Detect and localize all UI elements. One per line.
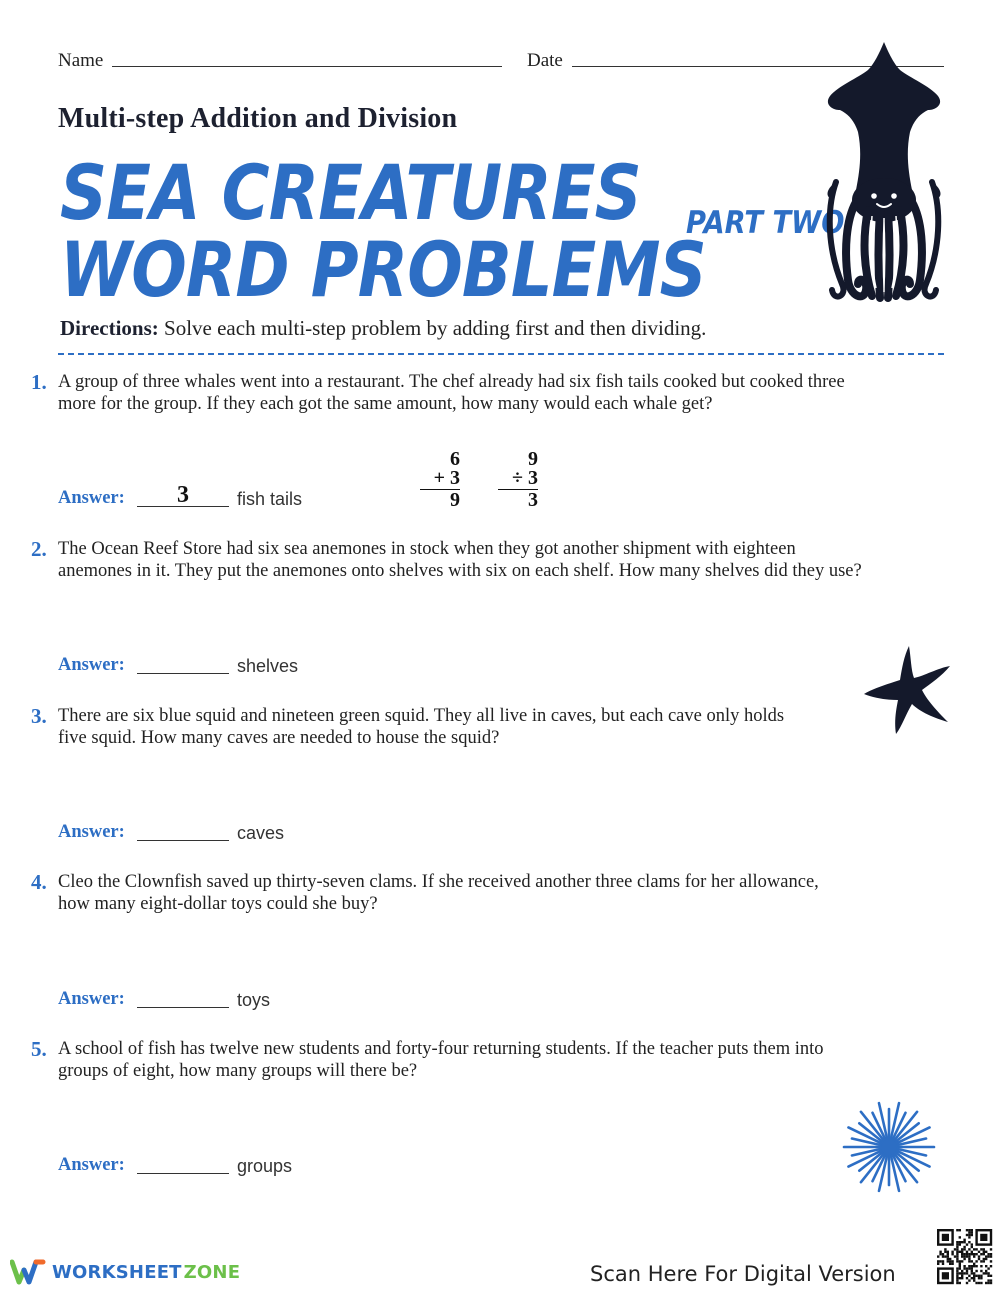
qr-module xyxy=(956,1255,958,1257)
division-top: 9 xyxy=(528,448,538,470)
question-2-unit: shelves xyxy=(237,656,299,676)
qr-module xyxy=(978,1255,980,1257)
worksheetzone-logo[interactable] xyxy=(10,1258,240,1286)
qr-module xyxy=(956,1279,958,1281)
qr-module xyxy=(959,1243,961,1245)
qr-module xyxy=(951,1260,953,1262)
qr-module xyxy=(985,1258,987,1260)
qr-module xyxy=(987,1255,989,1257)
qr-module xyxy=(956,1282,958,1284)
qr-module xyxy=(968,1234,970,1236)
qr-module xyxy=(978,1258,980,1260)
qr-module xyxy=(978,1275,980,1277)
qr-module xyxy=(966,1277,968,1279)
qr-module xyxy=(949,1258,951,1260)
worksheet-title-line1: SEA CREATURES xyxy=(60,148,641,237)
qr-module xyxy=(973,1248,975,1250)
section-divider xyxy=(58,353,944,355)
qr-module xyxy=(966,1272,968,1274)
qr-module xyxy=(990,1282,992,1284)
qr-module xyxy=(961,1241,963,1243)
qr-module xyxy=(968,1248,970,1250)
brand-worksheet: WORKSHEET xyxy=(52,1261,182,1283)
qr-module xyxy=(973,1255,975,1257)
qr-module xyxy=(980,1277,982,1279)
qr-module xyxy=(971,1267,973,1269)
qr-module xyxy=(968,1231,970,1233)
name-label: Name xyxy=(58,50,104,71)
qr-module xyxy=(942,1253,944,1255)
question-1-unit: fish tails xyxy=(237,489,303,509)
division-result: 3 xyxy=(528,489,538,511)
qr-module xyxy=(971,1234,973,1236)
question-1-answer-label: Answer: xyxy=(58,488,125,508)
qr-module xyxy=(980,1275,982,1277)
qr-module xyxy=(954,1248,956,1250)
worksheet-subtitle: Multi-step Addition and Division xyxy=(58,103,458,134)
qr-module xyxy=(951,1263,953,1265)
addition-operator: + 3 xyxy=(433,467,460,489)
qr-module xyxy=(990,1260,992,1262)
directions-text: Solve each multi-step problem by adding first and then dividing. xyxy=(164,316,707,340)
qr-module xyxy=(951,1253,953,1255)
qr-module xyxy=(973,1272,975,1274)
part-label: PART TWO xyxy=(686,205,845,241)
qr-code[interactable] xyxy=(934,1226,994,1286)
qr-module xyxy=(939,1251,941,1253)
qr-module xyxy=(983,1260,985,1262)
question-5-line1: A school of fish has twelve new students and forty-four returning students. If the teacher puts them into xyxy=(58,1039,824,1059)
question-1-line2: more for the group. If they each got the same amount, how many would each whale get? xyxy=(58,394,713,414)
qr-module xyxy=(987,1279,989,1281)
question-5-answer-label: Answer: xyxy=(58,1155,125,1175)
question-3-number: 3. xyxy=(31,704,47,728)
qr-module xyxy=(956,1275,958,1277)
qr-finder xyxy=(942,1234,949,1241)
qr-module xyxy=(980,1265,982,1267)
qr-module xyxy=(961,1270,963,1272)
qr-module xyxy=(956,1246,958,1248)
qr-module xyxy=(968,1265,970,1267)
question-2-number: 2. xyxy=(31,537,47,561)
scan-prompt: Scan Here For Digital Version xyxy=(590,1262,896,1286)
qr-module xyxy=(959,1272,961,1274)
qr-module xyxy=(990,1275,992,1277)
qr-module xyxy=(971,1265,973,1267)
squid-illustration xyxy=(822,40,946,306)
qr-module xyxy=(987,1272,989,1274)
qr-module xyxy=(963,1258,965,1260)
question-3-line2: five squid. How many caves are needed to house the squid? xyxy=(58,728,500,748)
qr-module xyxy=(956,1248,958,1250)
qr-module xyxy=(978,1277,980,1279)
qr-module xyxy=(973,1275,975,1277)
qr-module xyxy=(968,1241,970,1243)
qr-module xyxy=(959,1251,961,1253)
qr-module xyxy=(959,1265,961,1267)
question-1-answer-input[interactable]: 3 xyxy=(137,484,229,507)
qr-module xyxy=(968,1260,970,1262)
name-field[interactable] xyxy=(112,66,502,67)
question-4-line1: Cleo the Clownfish saved up thirty-seven clams. If she received another three clams for her allowance, xyxy=(58,872,819,892)
qr-module xyxy=(983,1258,985,1260)
division-operator: ÷ 3 xyxy=(512,467,538,489)
qr-module xyxy=(983,1251,985,1253)
qr-module xyxy=(942,1263,944,1265)
qr-module xyxy=(983,1272,985,1274)
qr-module xyxy=(944,1251,946,1253)
qr-module xyxy=(985,1270,987,1272)
qr-module xyxy=(985,1282,987,1284)
qr-module xyxy=(971,1253,973,1255)
qr-module xyxy=(937,1263,939,1265)
question-2-line1: The Ocean Reef Store had six sea anemones in stock when they got another shipment with eighteen xyxy=(58,539,796,559)
qr-module xyxy=(966,1251,968,1253)
qr-module xyxy=(961,1275,963,1277)
directions xyxy=(60,316,706,341)
question-1-number: 1. xyxy=(31,370,47,394)
worksheet-title-line2: WORD PROBLEMS xyxy=(60,225,706,314)
question-5-answer-input[interactable] xyxy=(137,1151,229,1174)
qr-module xyxy=(961,1277,963,1279)
qr-module xyxy=(956,1253,958,1255)
qr-module xyxy=(973,1265,975,1267)
question-5-line2: groups of eight, how many groups will there be? xyxy=(58,1061,418,1081)
question-4-answer-input[interactable] xyxy=(137,985,229,1008)
qr-module xyxy=(985,1251,987,1253)
qr-module xyxy=(956,1243,958,1245)
qr-module xyxy=(949,1260,951,1262)
qr-module xyxy=(966,1229,968,1231)
worksheetzone-w-icon xyxy=(10,1258,46,1286)
qr-module xyxy=(963,1241,965,1243)
qr-module xyxy=(937,1260,939,1262)
qr-finder xyxy=(942,1272,949,1279)
qr-module xyxy=(975,1265,977,1267)
addition-result: 9 xyxy=(450,489,460,511)
qr-module xyxy=(956,1277,958,1279)
question-2-line2: anemones in it. They put the anemones onto shelves with six on each shelf. How many shelves did they use? xyxy=(58,561,862,581)
qr-module xyxy=(990,1255,992,1257)
qr-module xyxy=(971,1272,973,1274)
qr-module xyxy=(947,1253,949,1255)
qr-module xyxy=(949,1263,951,1265)
qr-module xyxy=(968,1253,970,1255)
question-3-line1: There are six blue squid and nineteen green squid. They all live in caves, but each cave only holds xyxy=(58,706,785,726)
qr-module xyxy=(966,1267,968,1269)
question-3-answer-label: Answer: xyxy=(58,822,125,842)
qr-module xyxy=(959,1241,961,1243)
question-4-line2: how many eight-dollar toys could she buy? xyxy=(58,894,378,914)
qr-module xyxy=(963,1248,965,1250)
question-5-number: 5. xyxy=(31,1037,47,1061)
qr-module xyxy=(959,1263,961,1265)
division-work xyxy=(498,450,538,510)
qr-module xyxy=(968,1258,970,1260)
qr-module xyxy=(973,1277,975,1279)
qr-module xyxy=(956,1241,958,1243)
qr-module xyxy=(959,1267,961,1269)
qr-module xyxy=(980,1248,982,1250)
qr-module xyxy=(980,1282,982,1284)
question-4-unit: toys xyxy=(237,990,271,1010)
qr-module xyxy=(944,1255,946,1257)
qr-module xyxy=(973,1253,975,1255)
qr-module xyxy=(978,1251,980,1253)
qr-module xyxy=(954,1255,956,1257)
qr-module xyxy=(973,1263,975,1265)
qr-finder xyxy=(980,1234,987,1241)
qr-module xyxy=(980,1270,982,1272)
question-2-answer-label: Answer: xyxy=(58,655,125,675)
question-3-unit: caves xyxy=(237,823,285,843)
qr-module xyxy=(956,1258,958,1260)
qr-module xyxy=(956,1229,958,1231)
qr-module xyxy=(985,1265,987,1267)
qr-module xyxy=(971,1229,973,1231)
question-1-line1: A group of three whales went into a restaurant. The chef already had six fish tails cooked but cooked three xyxy=(58,372,845,392)
question-2-answer-input[interactable] xyxy=(137,651,229,674)
qr-module xyxy=(987,1267,989,1269)
question-5-unit: groups xyxy=(237,1156,293,1176)
qr-module xyxy=(968,1236,970,1238)
qr-module xyxy=(987,1282,989,1284)
qr-module xyxy=(956,1267,958,1269)
qr-module xyxy=(956,1270,958,1272)
qr-module xyxy=(956,1272,958,1274)
qr-module xyxy=(944,1248,946,1250)
qr-module xyxy=(961,1272,963,1274)
qr-module xyxy=(947,1260,949,1262)
starfish-illustration xyxy=(862,644,952,736)
qr-module xyxy=(937,1255,939,1257)
directions-label: Directions: xyxy=(60,316,159,340)
qr-module xyxy=(971,1231,973,1233)
question-4-number: 4. xyxy=(31,870,47,894)
qr-module xyxy=(959,1282,961,1284)
qr-module xyxy=(961,1253,963,1255)
qr-module xyxy=(975,1253,977,1255)
qr-module xyxy=(971,1260,973,1262)
qr-module xyxy=(959,1229,961,1231)
qr-module xyxy=(963,1239,965,1241)
qr-module xyxy=(975,1260,977,1262)
qr-module xyxy=(963,1272,965,1274)
qr-module xyxy=(956,1251,958,1253)
qr-module xyxy=(966,1234,968,1236)
addition-work xyxy=(420,450,460,510)
qr-module xyxy=(973,1279,975,1281)
qr-module xyxy=(985,1255,987,1257)
sea-urchin-illustration xyxy=(842,1100,936,1194)
qr-module xyxy=(947,1251,949,1253)
qr-module xyxy=(990,1253,992,1255)
qr-module xyxy=(987,1275,989,1277)
qr-module xyxy=(963,1265,965,1267)
date-label: Date xyxy=(527,50,563,71)
qr-module xyxy=(963,1246,965,1248)
qr-module xyxy=(987,1253,989,1255)
addition-top: 6 xyxy=(450,448,460,470)
qr-module xyxy=(978,1282,980,1284)
qr-module xyxy=(963,1255,965,1257)
qr-module xyxy=(990,1279,992,1281)
qr-module xyxy=(947,1255,949,1257)
qr-module xyxy=(966,1282,968,1284)
qr-module xyxy=(942,1255,944,1257)
qr-module xyxy=(968,1279,970,1281)
qr-module xyxy=(966,1270,968,1272)
qr-module xyxy=(971,1277,973,1279)
qr-module xyxy=(966,1253,968,1255)
qr-module xyxy=(942,1260,944,1262)
qr-module xyxy=(968,1275,970,1277)
qr-module xyxy=(971,1243,973,1245)
qr-module xyxy=(966,1243,968,1245)
qr-module xyxy=(959,1277,961,1279)
qr-module xyxy=(959,1260,961,1262)
qr-module xyxy=(939,1260,941,1262)
qr-module xyxy=(966,1255,968,1257)
qr-module xyxy=(983,1248,985,1250)
qr-module xyxy=(968,1267,970,1269)
qr-module xyxy=(980,1253,982,1255)
qr-module xyxy=(939,1253,941,1255)
qr-module xyxy=(990,1248,992,1250)
qr-module xyxy=(975,1248,977,1250)
question-3-answer-input[interactable] xyxy=(137,818,229,841)
qr-module xyxy=(968,1229,970,1231)
qr-module xyxy=(980,1260,982,1262)
qr-module xyxy=(961,1255,963,1257)
qr-module xyxy=(985,1272,987,1274)
qr-module xyxy=(959,1236,961,1238)
question-4-answer-label: Answer: xyxy=(58,989,125,1009)
qr-module xyxy=(983,1253,985,1255)
qr-module xyxy=(963,1253,965,1255)
qr-module xyxy=(975,1275,977,1277)
qr-module xyxy=(961,1260,963,1262)
qr-module xyxy=(956,1260,958,1262)
qr-module xyxy=(971,1246,973,1248)
qr-module xyxy=(990,1265,992,1267)
qr-module xyxy=(968,1255,970,1257)
qr-module xyxy=(961,1248,963,1250)
qr-module xyxy=(963,1267,965,1269)
qr-module xyxy=(961,1251,963,1253)
qr-module xyxy=(971,1251,973,1253)
qr-module xyxy=(971,1270,973,1272)
brand-zone: ZONE xyxy=(183,1261,241,1283)
qr-module xyxy=(951,1251,953,1253)
qr-module xyxy=(947,1258,949,1260)
qr-module xyxy=(975,1270,977,1272)
qr-module xyxy=(975,1282,977,1284)
